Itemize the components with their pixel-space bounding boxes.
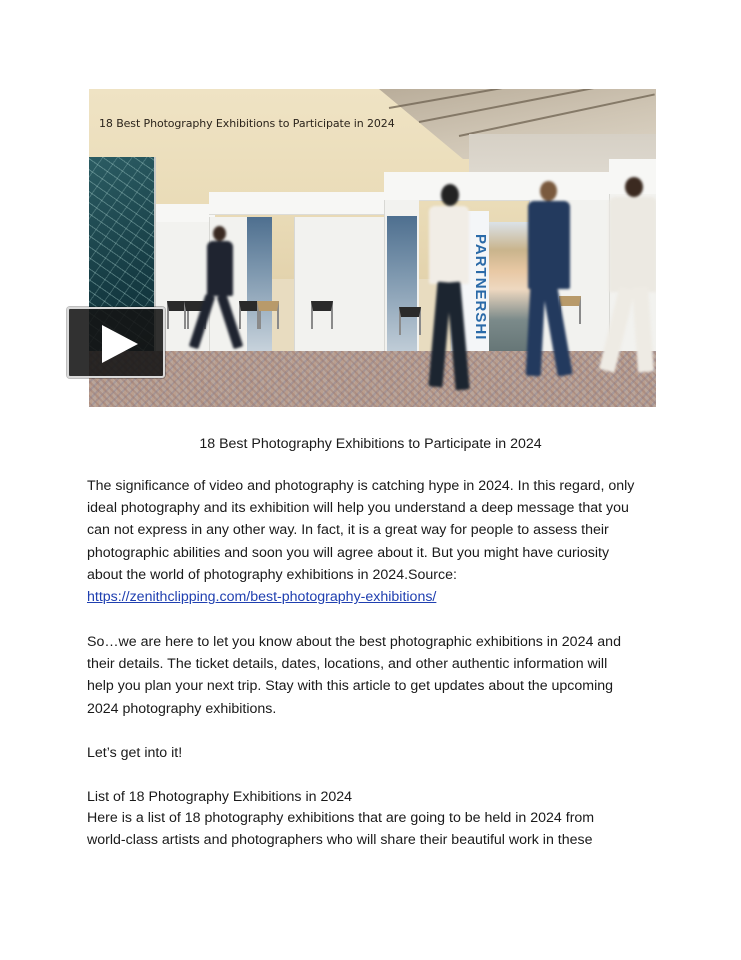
hero-overlay-title: 18 Best Photography Exhibitions to Participate in 2024 — [99, 117, 395, 130]
booth-panel — [294, 217, 384, 352]
hero-image — [89, 89, 656, 407]
intro-paragraph — [87, 475, 647, 608]
chair — [311, 301, 333, 329]
text-line: about the world of photography exhibitions in 2024.Source: — [87, 566, 457, 583]
chair — [257, 301, 279, 329]
text-line: their details. The ticket details, dates, locations, and other authentic information will — [87, 656, 608, 673]
blue-banner — [387, 216, 417, 361]
section-heading: List of 18 Photography Exhibitions in 2024 — [87, 789, 353, 805]
text-line: photographic abilities and soon you will agree about it. But you might have curiosity — [87, 544, 610, 561]
text-line: ideal photography and its exhibition will help you understand a deep message that you — [87, 500, 629, 517]
chair — [399, 307, 421, 335]
walking-person — [189, 226, 249, 361]
text-line: So…we are here to let you know about the best photographic exhibitions in 2024 and — [87, 634, 621, 650]
play-icon — [102, 325, 138, 363]
text-line: The significance of video and photography is catching hype in 2024. In this regard, only — [87, 478, 635, 494]
walking-person — [514, 181, 584, 381]
walking-person — [419, 184, 489, 399]
booth-header — [209, 192, 389, 214]
booth-header — [155, 204, 215, 222]
lead-in-paragraph — [87, 742, 647, 764]
text-line: Here is a list of 18 photography exhibitions that are going to be held in 2024 from — [87, 810, 595, 826]
text-line: Let’s get into it! — [87, 745, 183, 761]
list-section — [87, 787, 647, 851]
text-line: can not express in any other way. In fact, it is a great way for people to assess their — [87, 522, 609, 539]
document-title: 18 Best Photography Exhibitions to Participate in 2024 — [199, 436, 542, 452]
text-line: 2024 photography exhibitions. — [87, 700, 277, 717]
partnership-banner: PARTNERSHI — [451, 211, 489, 361]
play-button[interactable] — [67, 307, 165, 378]
source-link[interactable]: https://zenithclipping.com/best-photography-exhibitions/ — [87, 589, 437, 606]
details-paragraph — [87, 631, 647, 720]
text-line: help you plan your next trip. Stay with this article to get updates about the upcoming — [87, 678, 614, 695]
walking-person — [589, 177, 656, 377]
blue-banner — [247, 217, 272, 352]
text-line: world-class artists and photographers who will share their beautiful work in these — [87, 832, 593, 849]
